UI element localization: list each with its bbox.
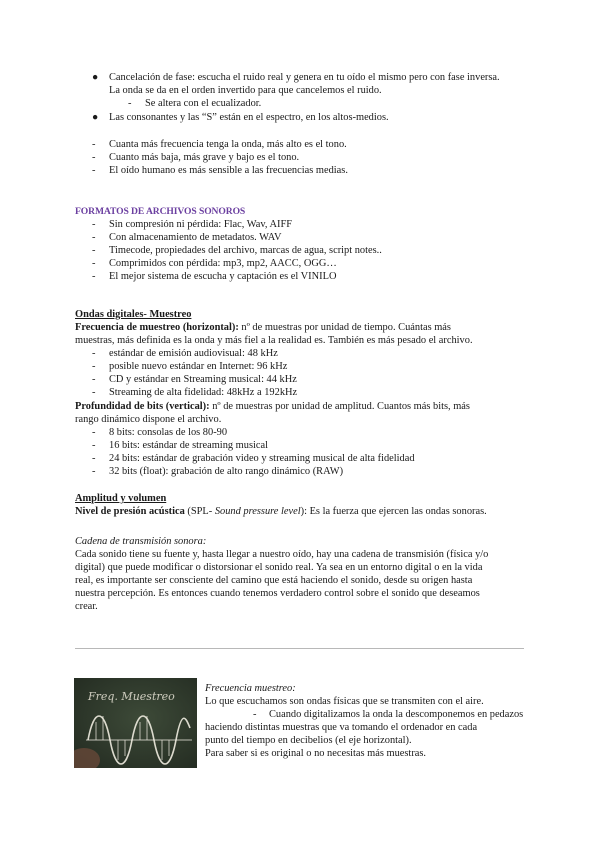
dash-icon: - <box>92 466 96 477</box>
spl-text: Es la fuerza que ejercen las ondas sonoras. <box>306 506 487 517</box>
freq-item: Streaming de alta fidelidad: 48kHz a 192kHz <box>109 387 298 398</box>
freq-text: nº de muestras por unidad de tiempo. Cuántas más <box>238 322 451 333</box>
spl-label: Nivel de presión acústica <box>75 506 185 517</box>
spl-paren-open: (SPL- <box>184 506 215 517</box>
format-item: Timecode, propiedades del archivo, marcas de agua, script notes.. <box>109 245 382 256</box>
depth-item: 16 bits: estándar de streaming musical <box>109 440 268 451</box>
dash-icon: - <box>128 98 132 109</box>
depth-item: 24 bits: estándar de grabación video y streaming musical de alta fidelidad <box>109 453 415 464</box>
dash-icon: - <box>92 245 96 256</box>
spl-paren-close: ): <box>300 506 307 517</box>
digital-heading: Ondas digitales- Muestreo <box>75 309 192 320</box>
freq-item: estándar de emisión audiovisual: 48 kHz <box>109 348 278 359</box>
dash-icon: - <box>92 440 96 451</box>
sub-bullet-text: Se altera con el ecualizador. <box>145 98 262 109</box>
freq-paragraph <box>75 322 525 335</box>
dash-icon: - <box>92 232 96 243</box>
dash-icon: - <box>92 387 96 398</box>
dash-icon: - <box>92 453 96 464</box>
freq-text-cont: muestras, más definida es la onda y más fiel a la realidad es. También es más pesado el archivo. <box>75 335 473 346</box>
chalkboard-drawing <box>74 678 197 768</box>
chain-paragraph <box>75 549 525 614</box>
sampling-cont-line: haciendo distintas muestras que va tomando el ordenador en cada <box>205 722 478 733</box>
formats-heading: FORMATOS DE ARCHIVOS SONOROS <box>75 206 246 217</box>
bullet-dot-icon: ● <box>92 112 99 123</box>
spl-paragraph <box>75 506 487 519</box>
amplitude-heading: Amplitud y volumen <box>75 493 167 504</box>
dash-icon: - <box>92 165 96 176</box>
spl-italic: Sound pressure level <box>214 506 301 517</box>
bullet-text: Las consonantes y las “S” están en el espectro, en los altos-medios. <box>109 112 389 123</box>
dash-icon: - <box>92 374 96 385</box>
chain-line: digital) que puede modificar o distorsionar el sonido real. Ya sea en un entorno digital o en la vida <box>75 562 483 573</box>
sampling-dash-line: Cuando digitalizamos la onda la descomponemos en pedazos <box>269 709 524 720</box>
bullet-text: Cancelación de fase: escucha el ruido real y genera en tu oído el mismo pero con fase inversa. <box>109 72 500 83</box>
dash-icon: - <box>92 219 96 230</box>
freq-label: Frecuencia de muestreo (horizontal): <box>75 322 239 333</box>
format-item: El mejor sistema de escucha y captación es el VINILO <box>109 271 337 282</box>
freq-item: CD y estándar en Streaming musical: 44 kHz <box>109 374 297 385</box>
dash-icon: - <box>92 152 96 163</box>
dash-item: Cuanto más baja, más grave y bajo es el tono. <box>109 152 300 163</box>
chain-line: Cada sonido tiene su fuente y, hasta llegar a nuestro oído, hay una cadena de transmisión (física y/o <box>75 549 489 560</box>
depth-paragraph <box>75 401 470 414</box>
dash-icon: - <box>92 258 96 269</box>
chain-line: real, es importante ser consciente del camino que está haciendo el sonido, desde su origen hasta <box>75 575 473 586</box>
dash-item: Cuanta más frecuencia tenga la onda, más alto es el tono. <box>109 139 347 150</box>
depth-item: 32 bits (float): grabación de alto rango dinámico (RAW) <box>109 466 344 477</box>
format-item: Comprimidos con pérdida: mp3, mp2, AACC, OGG… <box>109 258 337 269</box>
dash-icon: - <box>92 139 96 150</box>
format-item: Sin compresión ni pérdida: Flac, Wav, AIFF <box>109 219 293 230</box>
sampling-cont-line: punto del tiempo en decibelios (el eje horizontal). <box>205 735 412 746</box>
chalk-caption: Freq. Muestreo <box>88 690 175 703</box>
dash-icon: - <box>92 348 96 359</box>
dash-icon: - <box>253 709 257 720</box>
chain-line: crear. <box>75 601 98 612</box>
sampling-last-line: Para saber si es original o no necesitas más muestras. <box>205 748 427 759</box>
dash-item: El oído humano es más sensible a las frecuencias medias. <box>109 165 348 176</box>
dash-icon: - <box>92 361 96 372</box>
chain-title: Cadena de transmisión sonora: <box>75 536 207 547</box>
freq-item: posible nuevo estándar en Internet: 96 kHz <box>109 361 288 372</box>
depth-text: nº de muestras por unidad de amplitud. Cuantos más bits, más <box>209 401 470 412</box>
sampling-title: Frecuencia muestreo: <box>205 683 296 694</box>
chalkboard-image <box>74 678 197 768</box>
depth-label: Profundidad de bits (vertical): <box>75 401 210 412</box>
dash-icon: - <box>92 427 96 438</box>
chain-line: nuestra percepción. Es entonces cuando tenemos verdadero control sobre el sonido que deseamos <box>75 588 480 599</box>
dash-icon: - <box>92 271 96 282</box>
sampling-line: Lo que escuchamos son ondas físicas que se transmiten con el aire. <box>205 696 484 707</box>
depth-text-cont: rango dinámico dispone el archivo. <box>75 414 222 425</box>
bullet-text: La onda se da en el orden invertido para que cancelemos el ruido. <box>109 85 382 96</box>
format-item: Con almacenamiento de metadatos. WAV <box>109 232 282 243</box>
bullet-dot-icon: ● <box>92 72 99 83</box>
divider <box>75 648 524 649</box>
depth-item: 8 bits: consolas de los 80-90 <box>109 427 228 438</box>
